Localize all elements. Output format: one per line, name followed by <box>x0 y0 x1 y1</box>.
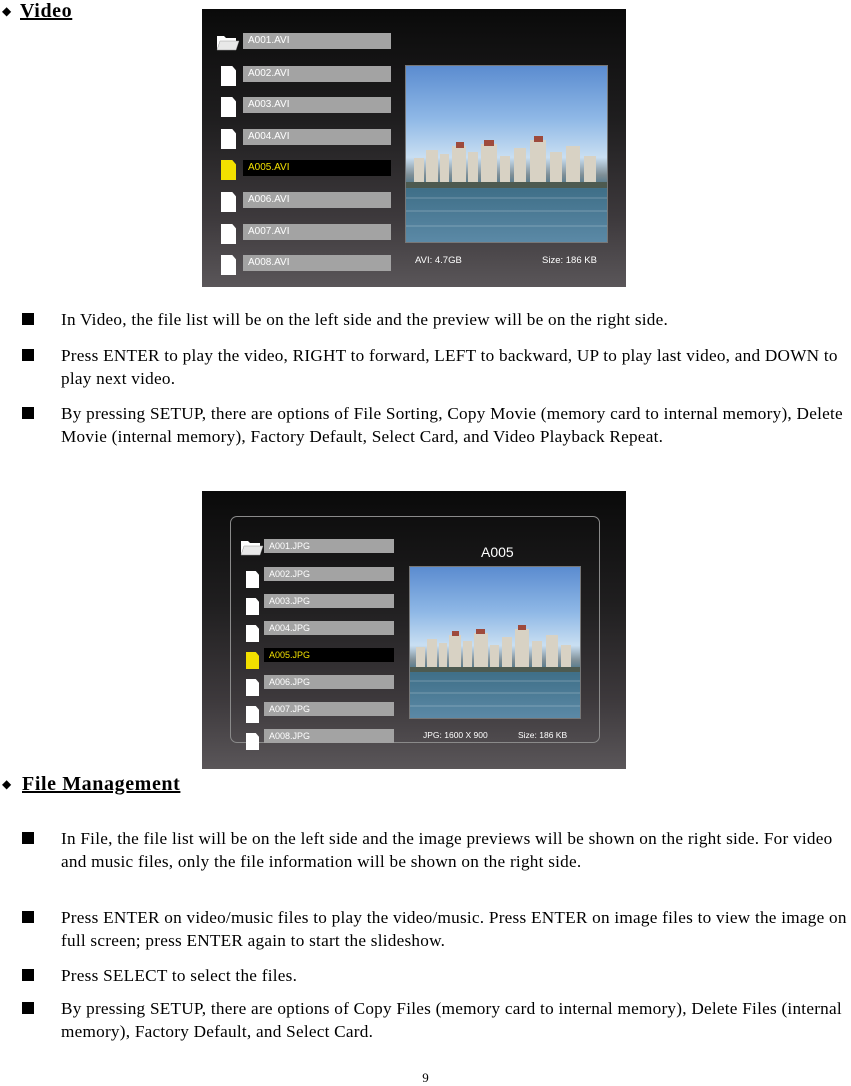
folder-icon <box>240 537 264 557</box>
square-bullet-icon <box>22 407 34 419</box>
file-icon <box>246 706 259 723</box>
video-bullet-1: In Video, the file list will be on the left side and the preview will be on the right side. <box>22 308 847 331</box>
file-bullet-2: Press ENTER on video/music files to play the video/music. Press ENTER on image files to view the image on full screen; press ENTER again to start the slideshow. <box>22 906 847 952</box>
diamond-bullet-icon: ◆ <box>2 777 12 791</box>
city-skyline-image <box>406 66 608 243</box>
file-row[interactable]: A006.JPG <box>264 675 394 689</box>
video-heading <box>0 0 72 23</box>
file-bullet-1: In File, the file list will be on the left side and the image previews will be shown on the right side. For video and music files, only the file information will be shown on the right side. <box>22 827 847 873</box>
file-row[interactable]: A006.AVI <box>243 192 391 208</box>
file-row-selected[interactable]: A005.JPG <box>264 648 394 662</box>
file-row[interactable]: A002.JPG <box>264 567 394 581</box>
file-row-selected[interactable]: A005.AVI <box>243 160 391 176</box>
file-bullet-4: By pressing SETUP, there are options of Copy Files (memory card to internal memory), Delete Files (internal memory), Factory Default, and Select Card. <box>22 997 847 1043</box>
folder-icon <box>216 32 240 52</box>
diamond-bullet-icon: ◆ <box>2 4 12 18</box>
file-type-info: AVI: 4.7GB <box>415 255 462 266</box>
file-icon <box>221 66 236 86</box>
file-row[interactable]: A008.JPG <box>264 729 394 743</box>
square-bullet-icon <box>22 349 34 361</box>
file-type-info: JPG: 1600 X 900 <box>423 730 488 740</box>
video-screenshot <box>202 9 626 287</box>
file-icon <box>246 598 259 615</box>
preview-image <box>405 65 608 243</box>
file-icon <box>246 571 259 588</box>
file-icon-selected <box>246 652 259 669</box>
square-bullet-icon <box>22 969 34 981</box>
file-icon <box>246 679 259 696</box>
video-bullet-2: Press ENTER to play the video, RIGHT to forward, LEFT to backward, UP to play last video, and DOWN to play next video. <box>22 344 847 390</box>
file-size-info: Size: 186 KB <box>518 730 568 740</box>
file-bullet-3: Press SELECT to select the files. <box>22 964 847 987</box>
square-bullet-icon <box>22 313 34 325</box>
file-management-heading <box>0 773 180 796</box>
file-row[interactable]: A007.AVI <box>243 224 391 240</box>
file-row[interactable]: A003.JPG <box>264 594 394 608</box>
square-bullet-icon <box>22 832 34 844</box>
file-icon <box>221 255 236 275</box>
square-bullet-icon <box>22 1002 34 1014</box>
file-icon <box>246 733 259 750</box>
file-screenshot <box>202 491 626 769</box>
file-row[interactable]: A004.JPG <box>264 621 394 635</box>
video-heading-text: Video <box>20 0 73 22</box>
file-row[interactable]: A001.JPG <box>264 539 394 553</box>
file-icon <box>221 192 236 212</box>
video-bullet-3: By pressing SETUP, there are options of File Sorting, Copy Movie (memory card to internal memory), Delete Movie (internal memory), Factory Default, Select Card, and Video Playback Repeat. <box>22 402 847 448</box>
file-icon <box>246 625 259 642</box>
file-icon <box>221 97 236 117</box>
file-row[interactable]: A002.AVI <box>243 66 391 82</box>
file-management-heading-text: File Management <box>22 773 181 795</box>
preview-title: A005 <box>481 544 514 560</box>
file-size-info: Size: 186 KB <box>542 255 597 266</box>
file-row[interactable]: A008.AVI <box>243 255 391 271</box>
file-row[interactable]: A004.AVI <box>243 129 391 145</box>
file-icon <box>221 224 236 244</box>
preview-image <box>409 566 581 719</box>
page-number: 9 <box>422 1070 429 1085</box>
file-row[interactable]: A007.JPG <box>264 702 394 716</box>
city-skyline-image <box>410 567 581 719</box>
file-name: A001.AVI <box>243 33 391 49</box>
file-row[interactable] <box>243 33 391 49</box>
square-bullet-icon <box>22 911 34 923</box>
file-row[interactable]: A003.AVI <box>243 97 391 113</box>
file-icon <box>221 129 236 149</box>
file-icon-selected <box>221 160 236 180</box>
